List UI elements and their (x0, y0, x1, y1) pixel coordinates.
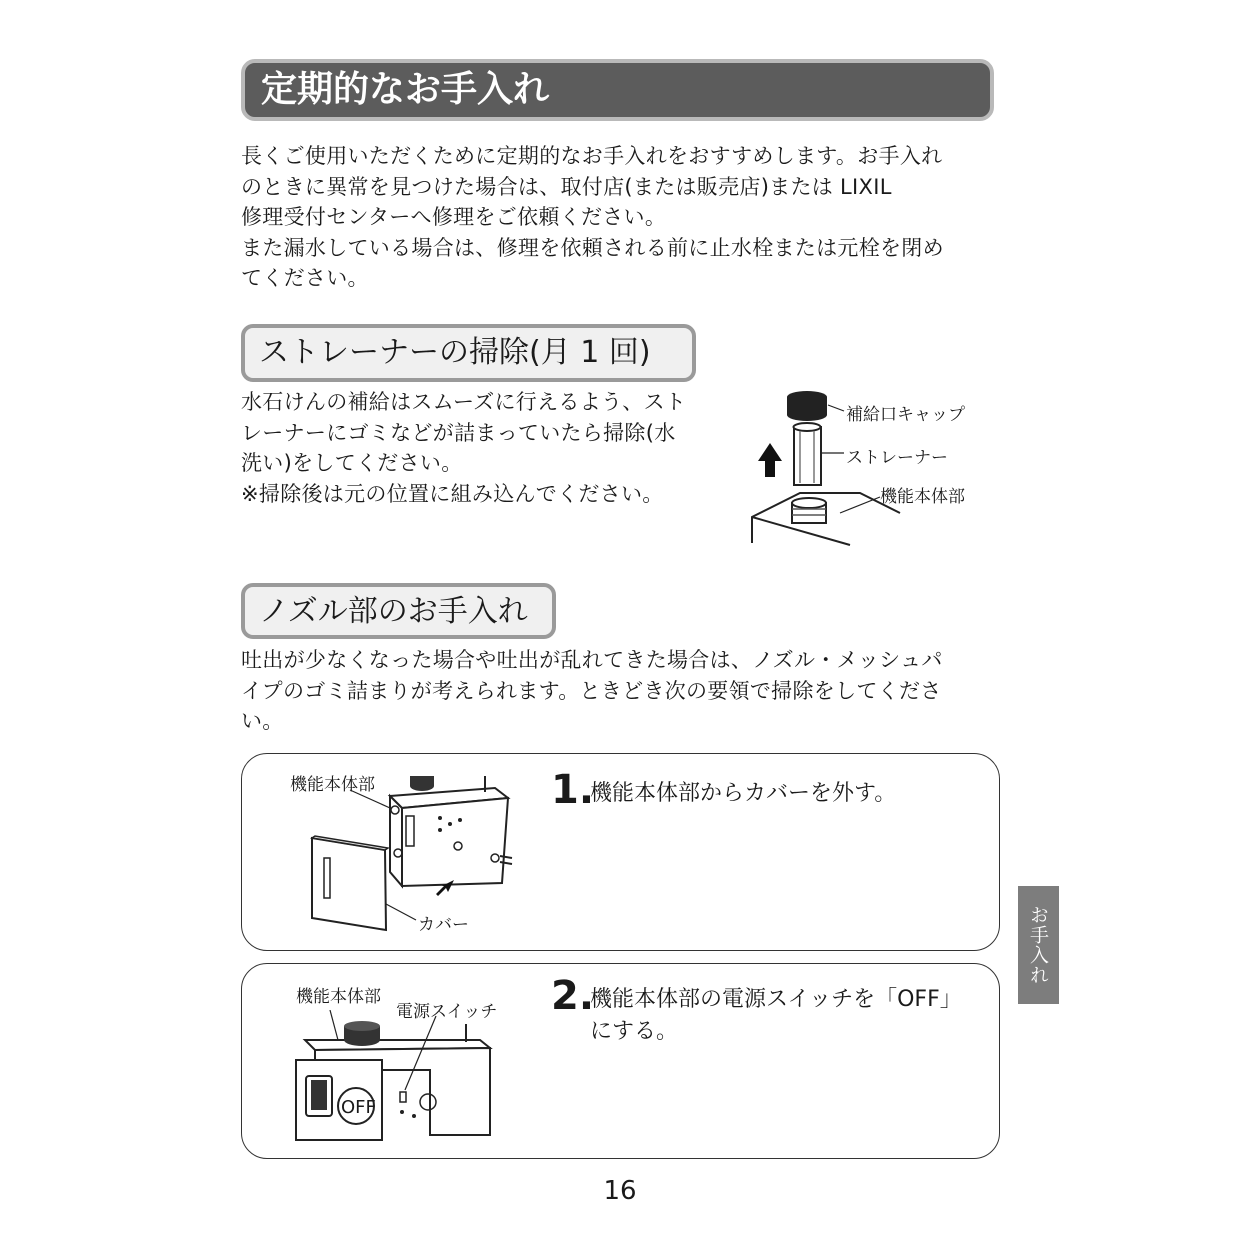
nozzle-text: 吐出が少なくなった場合や吐出が乱れてきた場合は、ノズル・メッシュパ イプのゴミ詰まりが考えられます。ときどき次の要領で掃除をしてくださ い。 (241, 648, 943, 733)
step-1-body-label: 機能本体部 (290, 775, 375, 795)
cap-label: 補給口キャップ (846, 405, 965, 425)
strainer-text: 水石けんの補給はスムーズに行えるよう、スト レーナーにゴミなどが詰まっていたら掃除(水 洗い)をしてください。 ※掃除後は元の位置に組み込んでください。 (241, 390, 687, 506)
step-1-number: 1. (551, 767, 595, 813)
nozzle-heading: ノズル部のお手入れ (241, 583, 556, 639)
intro-text: 長くご使用いただくために定期的なお手入れをおすすめします。お手入れ のときに異常を見つけた場合は、取付店(または販売店)または LIXIL 修理受付センターへ修理をご依頼ください。 また漏水している場合は、修理を依頼される前に止水栓または元栓を閉め てください。 (241, 144, 944, 290)
step-2-illustration (290, 1010, 510, 1150)
step-1-text: 機能本体部からカバーを外す。 (590, 781, 897, 806)
page-number: 16 (603, 1176, 637, 1206)
body-unit-label: 機能本体部 (880, 487, 965, 507)
off-label: OFF (341, 1097, 376, 1118)
step-2-body-label: 機能本体部 (296, 987, 381, 1007)
strainer-label: ストレーナー (846, 448, 948, 468)
power-switch-label: 電源スイッチ (396, 1002, 498, 1022)
page-title: 定期的なお手入れ (241, 59, 994, 121)
step-2-text: 機能本体部の電源スイッチを「OFF」 にする。 (590, 987, 962, 1044)
strainer-heading: ストレーナーの掃除(月 1 回) (241, 324, 696, 382)
up-arrow-icon (758, 443, 782, 477)
side-tab: お手入れ (1018, 886, 1059, 1004)
cover-label: カバー (418, 915, 469, 935)
step-2-number: 2. (551, 973, 595, 1019)
